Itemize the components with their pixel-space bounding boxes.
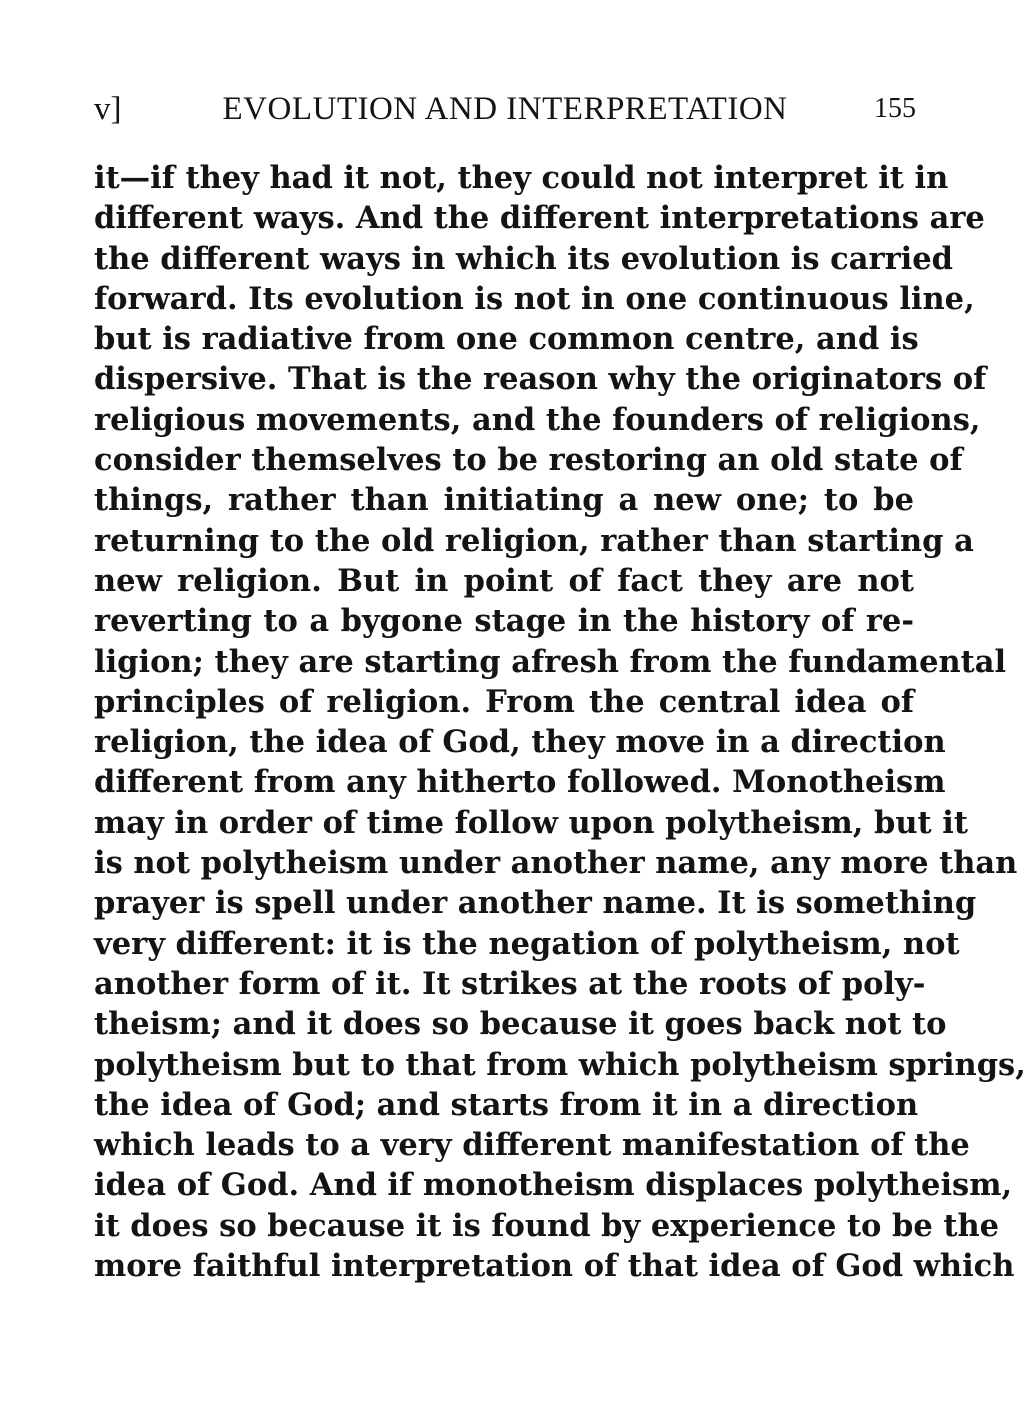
text-line: very different: it is the negation of polytheism, not xyxy=(94,925,960,962)
text-line: different ways. And the different interpretations are xyxy=(94,200,985,237)
section-mark: v] xyxy=(94,91,122,127)
text-line: dispersive. That is the reason why the originators of xyxy=(94,361,987,398)
text-line: but is radiative from one common centre, and is xyxy=(94,321,919,358)
text-line: the idea of God; and starts from it in a direction xyxy=(94,1086,919,1123)
text-line: it—if they had it not, they could not interpret it in xyxy=(94,160,949,196)
text-line: different from any hitherto followed. Monotheism xyxy=(94,764,946,801)
text-line: the different ways in which its evolution is carried xyxy=(94,240,953,277)
text-line: more faithful interpretation of that idea of God which xyxy=(94,1248,1015,1285)
text-line: returning to the old religion, rather than starting a xyxy=(94,522,974,559)
text-line: theism; and it does so because it goes back not to xyxy=(94,1006,947,1043)
text-line: forward. Its evolution is not in one continuous line, xyxy=(94,280,975,317)
body-text xyxy=(94,158,1026,1286)
text-line: principles of religion. From the central idea of xyxy=(94,683,914,720)
page-number: 155 xyxy=(874,93,916,124)
text-line: idea of God. And if monotheism displaces polytheism, xyxy=(94,1167,1013,1204)
text-line: polytheism but to that from which polytheism springs, xyxy=(94,1046,1026,1083)
text-line: may in order of time follow upon polytheism, but it xyxy=(94,804,968,841)
text-line: reverting to a bygone stage in the history of re- xyxy=(94,603,914,640)
text-line: another form of it. It strikes at the roots of poly- xyxy=(94,965,926,1002)
text-line: things, rather than initiating a new one; to be xyxy=(94,482,914,519)
text-line: ligion; they are starting afresh from the fundamental xyxy=(94,643,1007,680)
text-line: religious movements, and the founders of religions, xyxy=(94,401,981,438)
text-line: is not polytheism under another name, any more than xyxy=(94,845,1018,882)
text-line: which leads to a very different manifestation of the xyxy=(94,1127,970,1164)
text-line: religion, the idea of God, they move in a direction xyxy=(94,724,946,761)
running-head xyxy=(94,86,916,132)
text-line: consider themselves to be restoring an old state of xyxy=(94,442,963,479)
text-line: new religion. But in point of fact they are not xyxy=(94,562,914,599)
running-title: EVOLUTION AND INTERPRETATION xyxy=(222,91,788,127)
text-line: prayer is spell under another name. It is something xyxy=(94,885,977,922)
text-line: it does so because it is found by experience to be the xyxy=(94,1207,1000,1244)
